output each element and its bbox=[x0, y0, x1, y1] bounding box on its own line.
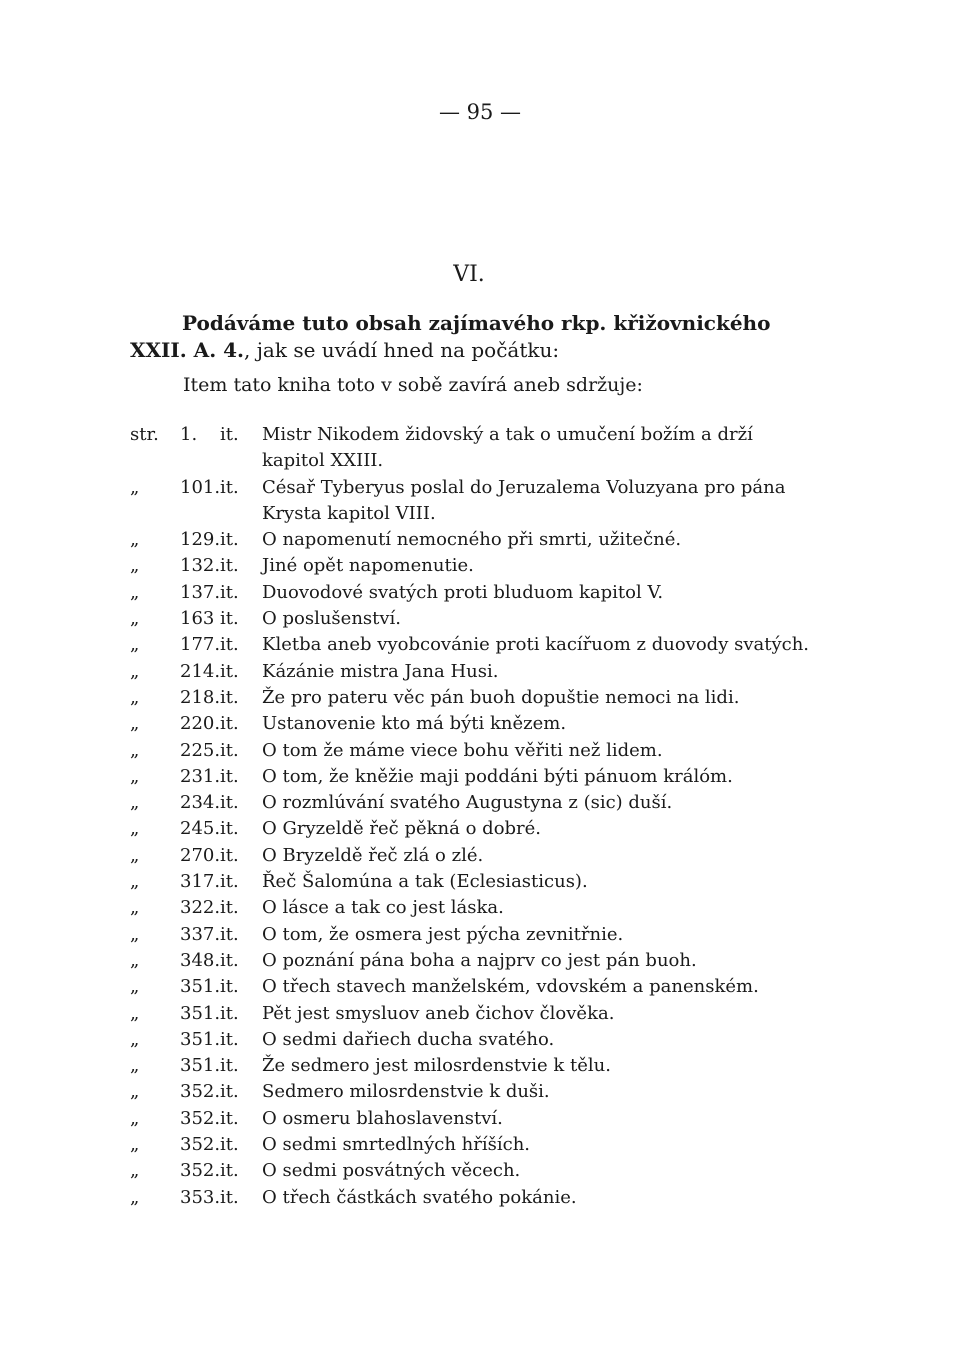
toc-title: O tom, že osmera jest pýcha zevnitřnie. bbox=[262, 923, 624, 945]
toc-title: O tom, že kněžie maji poddáni býti pánuom králóm. bbox=[262, 765, 733, 787]
toc-item-marker: it. bbox=[220, 1081, 239, 1103]
toc-title: O tom že máme viece bohu věřiti než lidem. bbox=[262, 739, 663, 761]
toc-item-marker: it. bbox=[220, 581, 239, 603]
toc-item-marker: it. bbox=[220, 765, 239, 787]
toc-title: O Gryzeldě řeč pěkná o dobré. bbox=[262, 818, 542, 840]
toc-item-marker: it. bbox=[220, 976, 239, 998]
toc-entry bbox=[130, 475, 830, 501]
toc-entry bbox=[130, 1132, 830, 1158]
toc-prefix: „ bbox=[130, 792, 140, 814]
toc-title: Že sedmero jest milosrdenstvie k tělu. bbox=[262, 1055, 611, 1077]
toc-title: O rozmlúvání svatého Augustyna z (sic) duší. bbox=[262, 792, 673, 814]
toc-title-continuation: kapitol XXIII. bbox=[262, 450, 384, 472]
toc-entry bbox=[130, 1185, 830, 1211]
toc-prefix: „ bbox=[130, 1002, 140, 1024]
toc-entry bbox=[130, 790, 830, 816]
item-intro: Item tato kniha toto v sobě zavírá aneb sdržuje: bbox=[183, 374, 643, 396]
toc-prefix: „ bbox=[130, 529, 140, 551]
toc-entry bbox=[130, 974, 830, 1000]
toc-entry bbox=[130, 1053, 830, 1079]
toc-prefix: „ bbox=[130, 660, 140, 682]
toc-prefix: „ bbox=[130, 871, 140, 893]
toc-title: Sedmero milosrdenstvie k duši. bbox=[262, 1081, 550, 1103]
toc-entry bbox=[130, 553, 830, 579]
toc-title: O Bryzeldě řeč zlá o zlé. bbox=[262, 844, 484, 866]
toc-item-marker: it. bbox=[220, 923, 239, 945]
toc-entry bbox=[130, 632, 830, 658]
toc-title: Že pro pateru věc pán buoh dopuštie nemoci na lidi. bbox=[262, 686, 740, 708]
toc-prefix: „ bbox=[130, 949, 140, 971]
toc-entry bbox=[130, 1001, 830, 1027]
toc-page-number: 351. bbox=[180, 1028, 221, 1050]
toc-title: Pět jest smysluov aneb čichov člověka. bbox=[262, 1002, 615, 1024]
toc-entry bbox=[130, 1106, 830, 1132]
toc-page-number: 218. bbox=[180, 686, 221, 708]
toc-page-number: 214. bbox=[180, 660, 221, 682]
toc-item-marker: it. bbox=[220, 476, 239, 498]
toc-item-marker: it. bbox=[220, 897, 239, 919]
toc-page-number: 353. bbox=[180, 1186, 221, 1208]
toc-entry bbox=[130, 711, 830, 737]
intro-paragraph bbox=[130, 310, 830, 364]
toc-item-marker: it. bbox=[220, 1028, 239, 1050]
toc-prefix: „ bbox=[130, 581, 140, 603]
toc-title: O sedmi dařiech ducha svatého. bbox=[262, 1028, 555, 1050]
toc-page-number: 225. bbox=[180, 739, 221, 761]
toc-item-marker: it. bbox=[220, 1134, 239, 1156]
toc-item-marker: it. bbox=[220, 792, 239, 814]
toc-item-marker: it. bbox=[220, 660, 239, 682]
toc-prefix: „ bbox=[130, 976, 140, 998]
toc-page-number: 220. bbox=[180, 713, 221, 735]
toc-page-number: 348. bbox=[180, 949, 221, 971]
toc-item-marker: it. bbox=[220, 608, 239, 630]
toc-page-number: 352. bbox=[180, 1081, 221, 1103]
toc-entry bbox=[130, 606, 830, 632]
toc-entry bbox=[130, 922, 830, 948]
toc-item-marker: it. bbox=[220, 1002, 239, 1024]
toc-item-marker: it. bbox=[220, 818, 239, 840]
toc-item-marker: it. bbox=[220, 739, 239, 761]
toc-page-number: 270. bbox=[180, 844, 221, 866]
section-number: VI. bbox=[453, 262, 485, 287]
toc-page-number: 351. bbox=[180, 976, 221, 998]
toc-entry bbox=[130, 1158, 830, 1184]
toc-item-marker: it. bbox=[220, 871, 239, 893]
toc-page-number: 352. bbox=[180, 1160, 221, 1182]
toc-entry bbox=[130, 948, 830, 974]
toc-entry bbox=[130, 816, 830, 842]
intro-rest: , jak se uvádí hned na počátku: bbox=[244, 338, 560, 362]
toc-title: Řeč Šalomúna a tak (Eclesiasticus). bbox=[262, 871, 588, 893]
toc-page-number: 101. bbox=[180, 476, 221, 498]
toc-title: O napomenutí nemocného při smrti, užitečné. bbox=[262, 529, 682, 551]
toc-page-number: 129. bbox=[180, 529, 221, 551]
toc-prefix: „ bbox=[130, 686, 140, 708]
toc-title: Kázánie mistra Jana Husi. bbox=[262, 660, 499, 682]
toc-page-number: 1. bbox=[180, 424, 198, 445]
toc-title-continuation: Krysta kapitol VIII. bbox=[262, 502, 436, 524]
toc-page-number: 163 bbox=[180, 608, 215, 630]
toc-prefix: „ bbox=[130, 634, 140, 656]
page-number: — 95 — bbox=[438, 100, 522, 124]
toc-entry bbox=[130, 580, 830, 606]
toc-prefix: „ bbox=[130, 739, 140, 761]
intro-line-1 bbox=[130, 310, 830, 337]
toc-prefix: „ bbox=[130, 923, 140, 945]
toc-prefix: „ bbox=[130, 608, 140, 630]
toc-item-marker: it. bbox=[220, 555, 239, 577]
toc-page-number: 132. bbox=[180, 555, 221, 577]
toc-entry bbox=[130, 659, 830, 685]
toc-entry bbox=[130, 527, 830, 553]
toc-entry bbox=[130, 764, 830, 790]
toc-title: O poslušenství. bbox=[262, 608, 402, 630]
toc-page-number: 351. bbox=[180, 1055, 221, 1077]
toc-page-number: 137. bbox=[180, 581, 221, 603]
toc-item-marker: it. bbox=[220, 713, 239, 735]
toc-prefix: str. bbox=[130, 424, 159, 445]
toc-prefix: „ bbox=[130, 1160, 140, 1182]
toc-title: Ustanovenie kto má býti knězem. bbox=[262, 713, 567, 735]
toc-entry bbox=[130, 685, 830, 711]
table-of-contents bbox=[130, 422, 830, 1211]
toc-prefix: „ bbox=[130, 1055, 140, 1077]
toc-page-number: 352. bbox=[180, 1107, 221, 1129]
toc-title: O sedmi smrtedlných hříších. bbox=[262, 1134, 531, 1156]
toc-prefix: „ bbox=[130, 1081, 140, 1103]
toc-item-marker: it. bbox=[220, 1186, 239, 1208]
toc-title: O sedmi posvátných věcech. bbox=[262, 1160, 521, 1182]
toc-item-marker: it. bbox=[220, 844, 239, 866]
toc-page-number: 245. bbox=[180, 818, 221, 840]
toc-page-number: 351. bbox=[180, 1002, 221, 1024]
intro-line-2 bbox=[130, 337, 830, 364]
toc-prefix: „ bbox=[130, 1107, 140, 1129]
toc-page-number: 234. bbox=[180, 792, 221, 814]
toc-item-marker: it. bbox=[220, 1107, 239, 1129]
toc-prefix: „ bbox=[130, 1186, 140, 1208]
toc-page-number: 322. bbox=[180, 897, 221, 919]
toc-entry bbox=[130, 895, 830, 921]
toc-title: Mistr Nikodem židovský a tak o umučení božím a drží bbox=[262, 424, 753, 445]
toc-entry bbox=[130, 1079, 830, 1105]
toc-item-marker: it. bbox=[220, 949, 239, 971]
toc-entry bbox=[130, 738, 830, 764]
toc-title: Duovodové svatých proti bluduom kapitol V. bbox=[262, 581, 664, 603]
toc-entry bbox=[130, 843, 830, 869]
toc-item-marker: it. bbox=[220, 424, 239, 445]
intro-bold-2: XXII. A. 4. bbox=[130, 338, 244, 362]
toc-prefix: „ bbox=[130, 476, 140, 498]
toc-page-number: 177. bbox=[180, 634, 221, 656]
toc-title: Césař Tyberyus poslal do Jeruzalema Voluzyana pro pána bbox=[262, 476, 786, 498]
toc-prefix: „ bbox=[130, 818, 140, 840]
toc-item-marker: it. bbox=[220, 686, 239, 708]
toc-title: O třech částkách svatého pokánie. bbox=[262, 1186, 577, 1208]
toc-item-marker: it. bbox=[220, 1055, 239, 1077]
toc-entry bbox=[130, 869, 830, 895]
toc-entry bbox=[130, 1027, 830, 1053]
intro-bold-1: Podáváme tuto obsah zajímavého rkp. křižovnického bbox=[182, 311, 771, 335]
toc-page-number: 337. bbox=[180, 923, 221, 945]
toc-title: O lásce a tak co jest láska. bbox=[262, 897, 504, 919]
toc-title: O třech stavech manželském, vdovském a panenském. bbox=[262, 976, 759, 998]
toc-prefix: „ bbox=[130, 765, 140, 787]
toc-prefix: „ bbox=[130, 555, 140, 577]
toc-page-number: 317. bbox=[180, 871, 221, 893]
toc-title: O osmeru blahoslavenství. bbox=[262, 1107, 503, 1129]
toc-item-marker: it. bbox=[220, 529, 239, 551]
toc-title: Kletba aneb vyobcovánie proti kacířuom z duovody svatých. bbox=[262, 634, 810, 656]
toc-title: Jiné opět napomenutie. bbox=[262, 555, 474, 577]
toc-prefix: „ bbox=[130, 713, 140, 735]
toc-item-marker: it. bbox=[220, 634, 239, 656]
toc-prefix: „ bbox=[130, 844, 140, 866]
toc-prefix: „ bbox=[130, 1028, 140, 1050]
toc-entry bbox=[130, 422, 830, 448]
toc-page-number: 352. bbox=[180, 1134, 221, 1156]
toc-title: O poznání pána boha a najprv co jest pán buoh. bbox=[262, 949, 697, 971]
toc-page-number: 231. bbox=[180, 765, 221, 787]
toc-prefix: „ bbox=[130, 1134, 140, 1156]
toc-prefix: „ bbox=[130, 897, 140, 919]
toc-item-marker: it. bbox=[220, 1160, 239, 1182]
